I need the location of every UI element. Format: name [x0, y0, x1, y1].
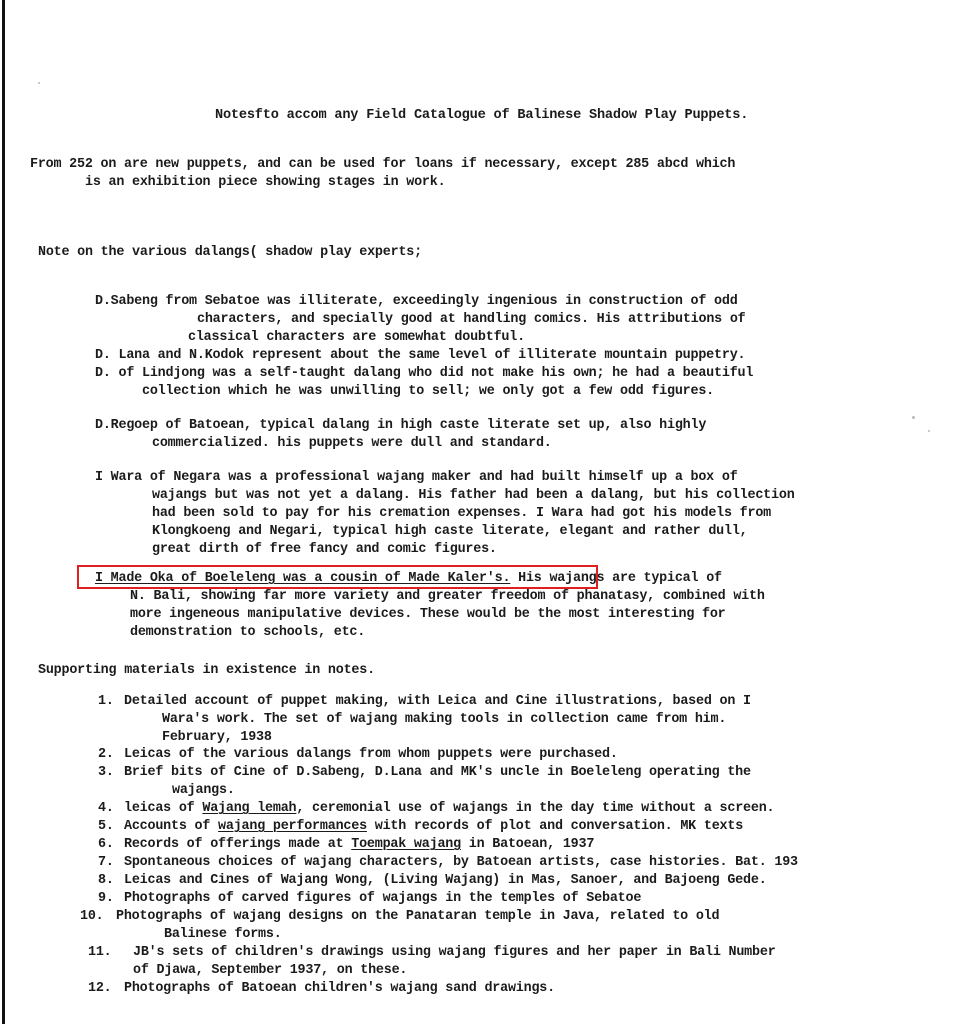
materials-item-8-line-1: Leicas and Cines of Wajang Wong, (Living Wajang) in Mas, Sanoer, and Bajoeng Gede.	[124, 873, 767, 888]
materials-item-1-line-2: Wara's work. The set of wajang making tools in collection came from him.	[162, 712, 727, 727]
materials-item-6-line: Records of offerings made at Toempak wajang in Batoean, 1937	[124, 837, 595, 852]
dalang-wara-line-1: I Wara of Negara was a professional wajang maker and had built himself up a box of	[95, 470, 738, 485]
materials-item-5-number: 5.	[98, 819, 114, 834]
dalang-regoep-line-1: D.Regoep of Batoean, typical dalang in high caste literate set up, also highly	[95, 418, 707, 433]
red-highlight-box	[77, 565, 598, 589]
dalang-lana-line: D. Lana and N.Kodok represent about the same level of illiterate mountain puppetry.	[95, 348, 746, 363]
materials-item-11-line-1: JB's sets of children's drawings using wajang figures and her paper in Bali Number	[133, 945, 776, 960]
page-left-border	[2, 0, 5, 1024]
dalang-oka-line-1: I Made Oka of Boeleleng was a cousin of Made Kaler's. His wajangs are typical of	[95, 571, 722, 586]
dalang-sabeng-line-1: D.Sabeng from Sebatoe was illiterate, exceedingly ingenious in construction of odd	[95, 294, 738, 309]
intro-line-1: From 252 on are new puppets, and can be used for loans if necessary, except 285 abcd which	[30, 157, 736, 172]
scan-speck	[38, 82, 40, 84]
underlined-term: wajang performances	[218, 819, 367, 834]
dalang-wara-line-4: Klongkoeng and Negari, typical high caste literate, elegant and rather dull,	[152, 524, 748, 539]
materials-item-4-number: 4.	[98, 801, 114, 816]
materials-item-9-line-1: Photographs of carved figures of wajangs in the temples of Sebatoe	[124, 891, 642, 906]
intro-line-2: is an exhibition piece showing stages in work.	[85, 175, 446, 190]
scan-speck	[928, 430, 930, 432]
materials-item-8-number: 8.	[98, 873, 114, 888]
dalang-sabeng-line-3: classical characters are somewhat doubtful.	[188, 330, 525, 345]
materials-item-2-number: 2.	[98, 747, 114, 762]
materials-item-6-number: 6.	[98, 837, 114, 852]
materials-item-3-line-2: wajangs.	[172, 783, 235, 798]
dalang-sabeng-line-2: characters, and specially good at handling comics. His attributions of	[197, 312, 746, 327]
dalang-oka-line-4: demonstration to schools, etc.	[130, 625, 366, 640]
materials-item-3-number: 3.	[98, 765, 114, 780]
materials-item-7-number: 7.	[98, 855, 114, 870]
materials-item-9-number: 9.	[98, 891, 114, 906]
materials-item-11-line-2: of Djawa, September 1937, on these.	[133, 963, 408, 978]
materials-item-10-line-2: Balinese forms.	[164, 927, 282, 942]
underlined-term: Wajang lemah	[202, 801, 297, 816]
materials-item-12-line-1: Photographs of Batoean children's wajang sand drawings.	[124, 981, 555, 996]
materials-heading: Supporting materials in existence in notes.	[38, 663, 375, 678]
materials-item-1-number: 1.	[98, 694, 114, 709]
dalang-lindjong-line-2: collection which he was unwilling to sell; we only got a few odd figures.	[142, 384, 715, 399]
dalang-oka-line-3: more ingeneous manipulative devices. These would be the most interesting for	[130, 607, 726, 622]
materials-item-10-line-1: Photographs of wajang designs on the Panataran temple in Java, related to old	[116, 909, 720, 924]
highlighted-sentence: I Made Oka of Boeleleng was a cousin of Made Kaler's.	[95, 571, 511, 586]
materials-item-1-line-1: Detailed account of puppet making, with Leica and Cine illustrations, based on I	[124, 694, 751, 709]
materials-item-4-line: leicas of Wajang lemah, ceremonial use of wajangs in the day time without a screen.	[124, 801, 775, 816]
document-title: Notesfto accom any Field Catalogue of Balinese Shadow Play Puppets.	[215, 108, 749, 123]
materials-item-2-line-1: Leicas of the various dalangs from whom puppets were purchased.	[124, 747, 618, 762]
dalang-wara-line-3: had been sold to pay for his cremation expenses. I Wara had got his models from	[152, 506, 772, 521]
dalang-wara-line-5: great dirth of free fancy and comic figures.	[152, 542, 497, 557]
materials-item-12-number: 12.	[88, 981, 112, 996]
dalang-regoep-line-2: commercialized. his puppets were dull and standard.	[152, 436, 552, 451]
scan-speck	[912, 416, 915, 419]
dalangs-heading: Note on the various dalangs( shadow play experts;	[38, 245, 422, 260]
materials-item-5-line: Accounts of wajang performances with records of plot and conversation. MK texts	[124, 819, 744, 834]
materials-item-11-number: 11.	[88, 945, 112, 960]
dalang-lindjong-line-1: D. of Lindjong was a self-taught dalang who did not make his own; he had a beautiful	[95, 366, 754, 381]
materials-item-1-line-3: February, 1938	[162, 730, 272, 745]
materials-item-10-number: 10.	[80, 909, 104, 924]
underlined-term: Toempak wajang	[351, 837, 461, 852]
dalang-oka-line-2: N. Bali, showing far more variety and greater freedom of phanatasy, combined with	[130, 589, 765, 604]
dalang-wara-line-2: wajangs but was not yet a dalang. His father had been a dalang, but his collection	[152, 488, 795, 503]
materials-item-7-line-1: Spontaneous choices of wajang characters, by Batoean artists, case histories. Bat. 193	[124, 855, 798, 870]
materials-item-3-line-1: Brief bits of Cine of D.Sabeng, D.Lana and MK's uncle in Boeleleng operating the	[124, 765, 751, 780]
